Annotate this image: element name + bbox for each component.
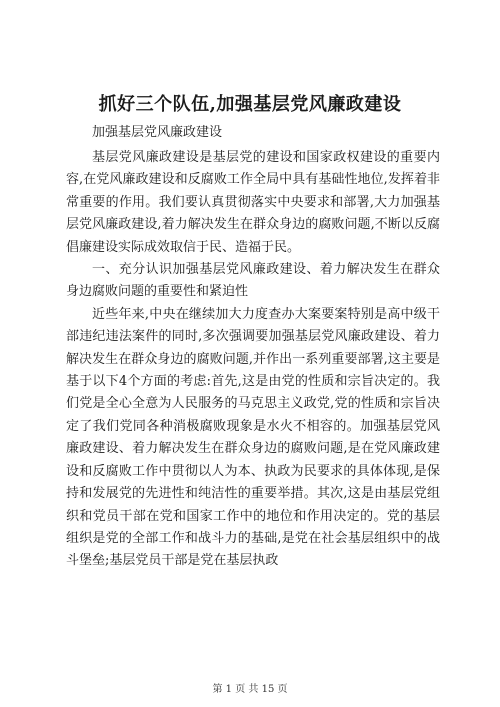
document-subtitle: 加强基层党风廉政建设	[92, 125, 223, 140]
page-footer: 第 1 页 共 15 页	[212, 684, 288, 695]
paragraph-body: 近些年来,中央在继续加大力度查办大案要案特别是高中级干部违纪违法案件的同时,多次强调要加强基层党风廉政建设、着力解决发生在群众身边的腐败问题,并作出一系列重要部署,这主要是基于以下4个方面的考虑:首先,这是由党的性质和宗旨决定的。我们党是全心全意为人民服务的马克思主义政党,党的性质和宗旨决定了我们党同各种消极腐败现象是水火不相容的。加强基层党风廉政建设、着力解决发生在群众身边的腐败问题,是在党风廉政建设和反腐败工作中贯彻以人为本、执政为民要求的具体体现,是保持和发展党的先进性和纯洁性的重要举措。其次,这是由基层党组织和党员干部在党和国家工作中的地位和作用决定的。党的基层组织是党的全部工作和战斗力的基础,是党在社会基层组织中的战斗堡垒;基层党员干部是党在基层执政	[66, 306, 440, 569]
section-heading: 一、充分认识加强基层党风廉政建设、着力解决发生在群众身边腐败问题的重要性和紧迫性	[66, 262, 440, 300]
document-body	[66, 147, 440, 573]
paragraph-intro: 基层党风廉政建设是基层党的建设和国家政权建设的重要内容,在党风廉政建设和反腐败工作全局中具有基础性地位,发挥着非常重要的作用。我们要认真贯彻落实中央要求和部署,大力加强基层党风廉政建设,着力解决发生在群众身边的腐败问题,不断以反腐倡廉建设实际成效取信于民、造福于民。	[66, 150, 440, 255]
document-title: 抓好三个队伍,加强基层党风廉政建设	[98, 94, 402, 115]
